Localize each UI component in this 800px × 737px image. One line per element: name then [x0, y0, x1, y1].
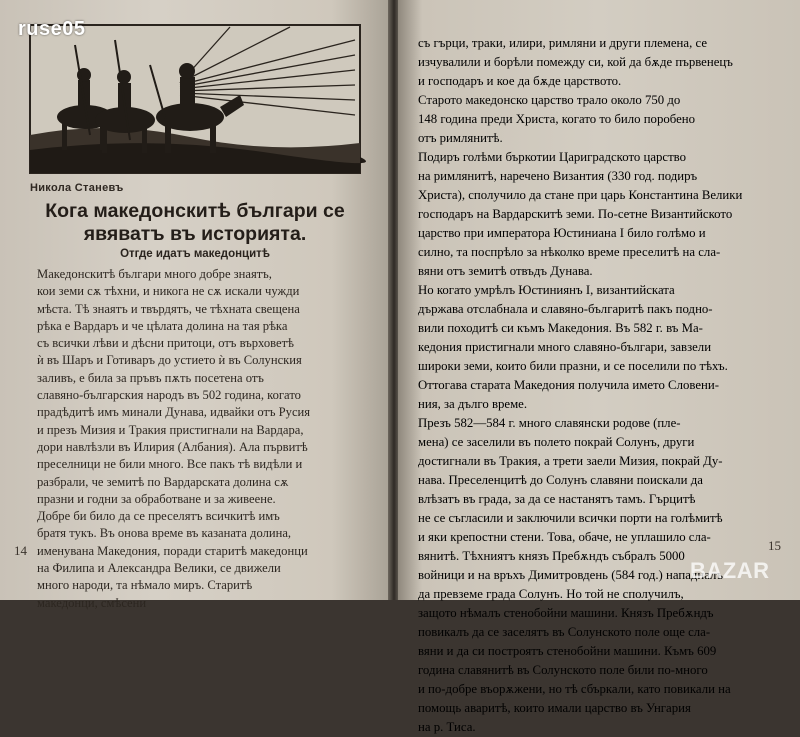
- text-line: Македонскитѣ българи много добре знаятъ,: [37, 267, 272, 281]
- text-line: държава отслабнала и славяно-българитѣ пакъ подно-: [418, 302, 713, 316]
- left-page: [0, 0, 390, 610]
- text-line: рѣка е Вардаръ и че цѣлата долина на тая рѣка: [37, 318, 288, 333]
- text-line: братя тукъ. Въ онова време въ казаната долина,: [37, 526, 292, 541]
- text-line: македонци, смѣсени: [37, 595, 147, 610]
- text-line: на р. Тиса.: [418, 720, 476, 734]
- text-line: помощь аваритѣ, които имали царство въ Унгария: [418, 701, 691, 715]
- text-line: отъ римлянитѣ.: [418, 131, 503, 145]
- text-line: преселници не били много. Все пакъ тѣ видѣли и: [37, 457, 303, 472]
- text-line: нава. Преселенцитѣ до Солунъ славяни поискали да: [418, 473, 703, 487]
- text-line: съ гърци, траки, илири, римляни и други племена, се: [418, 36, 708, 50]
- text-line: повикалъ да се заселятъ въ Солунското поле още сла-: [418, 625, 711, 639]
- text-line: ния, за дълго време.: [418, 397, 528, 411]
- text-line: да превземе града Солунъ. Но той не сполучилъ,: [418, 587, 684, 601]
- text-line: влѣзатъ въ града, за да се настанятъ тамъ. Гърцитѣ: [418, 492, 696, 506]
- text-line: славяно-българския народъ въ 502 година, когато: [37, 388, 301, 403]
- text-line: вили походитѣ си къмъ Македония. Въ 582 г. въ Ма-: [418, 321, 703, 335]
- text-line: силно, та поспрѣло за нѣколко време преселитѣ на сла-: [418, 245, 721, 259]
- bazar-logo: BAZAR: [690, 558, 770, 583]
- text-line: Добре би било да се преселятъ всичкитѣ имъ: [37, 509, 280, 524]
- text-line: кои земи сѫ тѣхни, и никога не сѫ искали чужди: [37, 284, 300, 299]
- text-line: вяни и да си построятъ стенобойни машини. Къмъ 609: [418, 644, 717, 658]
- text-line: кедония пристигнали много славяно-българи, завзели: [418, 340, 712, 354]
- text-line: празни и годни за обработване и за живеене.: [37, 491, 276, 506]
- text-line: мѣста. Тѣ знаятъ и твърдятъ, че тѣхната свещена: [37, 301, 300, 316]
- text-line: Но когато умрѣлъ Юстиниянъ I, византийската: [418, 283, 675, 297]
- page-number-right: 15: [768, 538, 781, 553]
- text-line: Оттогава старата Македония получила името Словени-: [418, 378, 719, 392]
- text-line: Презъ 582—584 г. много славянски родове (пле-: [418, 416, 681, 430]
- text-line: година славянитѣ въ Солунското поле били по-много: [418, 663, 708, 677]
- site-watermark: ruse05: [18, 18, 86, 40]
- right-body-text: [418, 34, 780, 737]
- left-body-text: [37, 266, 372, 612]
- author-name: Никола Станевъ: [30, 182, 124, 194]
- text-line: ѝ въ Шаръ и Готиваръ до устието ѝ въ Солунския: [37, 353, 302, 368]
- text-line: и презъ Мизия и Тракия пристигнали на Вардара,: [37, 422, 304, 437]
- text-line: Подиръ голѣми бъркотии Цариградското царство: [418, 150, 687, 164]
- text-line: прадѣдитѣ имъ минали Дунава, идвайки отъ Русия: [37, 405, 311, 420]
- text-line: Христа), сполучило да стане при царь Константина Велики: [418, 188, 743, 202]
- horsemen-woodcut-illustration: [30, 25, 360, 173]
- text-line: защото нѣмалъ стенобойни машини. Князъ Пребѫндъ: [418, 606, 714, 620]
- title-line-2: явяватъ въ историята.: [83, 223, 307, 245]
- text-line: достигнали въ Тракия, а трети заели Мизия, покрай Ду-: [418, 454, 723, 468]
- text-line: именувана Македония, поради старитѣ македонци: [37, 543, 308, 558]
- text-line: на Филипа и Александра Велики, се движели: [37, 561, 281, 576]
- text-line: разбрали, че земитѣ по Вардарската долина сѫ: [37, 474, 289, 489]
- section-subtitle: Отгде идатъ македонцитѣ: [120, 248, 270, 260]
- text-line: дори навлѣзли въ Илирия (Албания). Ала първитѣ: [37, 439, 308, 454]
- text-line: заливъ, е била за пръвъ пѫть посетена отъ: [37, 370, 264, 385]
- text-line: вяни отъ земитѣ отвъдъ Дунава.: [418, 264, 593, 278]
- text-line: царство при императора Юстиниана I било голѣмо и: [418, 226, 706, 240]
- text-line: много народи, та нѣмало миръ. Старитѣ: [37, 578, 253, 593]
- page-number-left: 14: [14, 543, 27, 558]
- text-line: войници и на връхъ Димитровдень (584 год.) нападналъ: [418, 568, 724, 582]
- text-line: не се съгласили и заключили всички порти на голѣмитѣ: [418, 511, 723, 525]
- text-line: господаръ на Вардарскитѣ земи. По-сетне Византийското: [418, 207, 733, 221]
- text-line: вянитѣ. Тѣхниятъ князъ Пребѫндъ събралъ 5000: [418, 549, 685, 563]
- text-line: 148 година преди Христа, когато то било поробено: [418, 112, 696, 126]
- text-line: широки земи, които били празни, и се поселили по тѣхъ.: [418, 359, 728, 373]
- text-line: съ всички лѣви и дѣсни притоци, отъ върховетѣ: [37, 336, 294, 351]
- title-line-1: Кога македонскитѣ българи се: [45, 200, 345, 222]
- text-line: и яки крепостни стени. Това, обаче, не уплашило сла-: [418, 530, 711, 544]
- text-line: на римлянитѣ, наречено Византия (330 год. подиръ: [418, 169, 698, 183]
- text-line: мена) се заселили въ полето покрай Солунъ, други: [418, 435, 695, 449]
- text-line: и по-добре въорѫжени, но тѣ сбъркали, като повикали на: [418, 682, 731, 696]
- article-title: [20, 200, 370, 246]
- text-line: и господаръ и кое да бѫде царството.: [418, 74, 622, 88]
- text-line: Старото македонско царство трало около 750 до: [418, 93, 681, 107]
- text-line: изчувалили и борѣли помежду си, кой да бѫде първенецъ: [418, 55, 733, 69]
